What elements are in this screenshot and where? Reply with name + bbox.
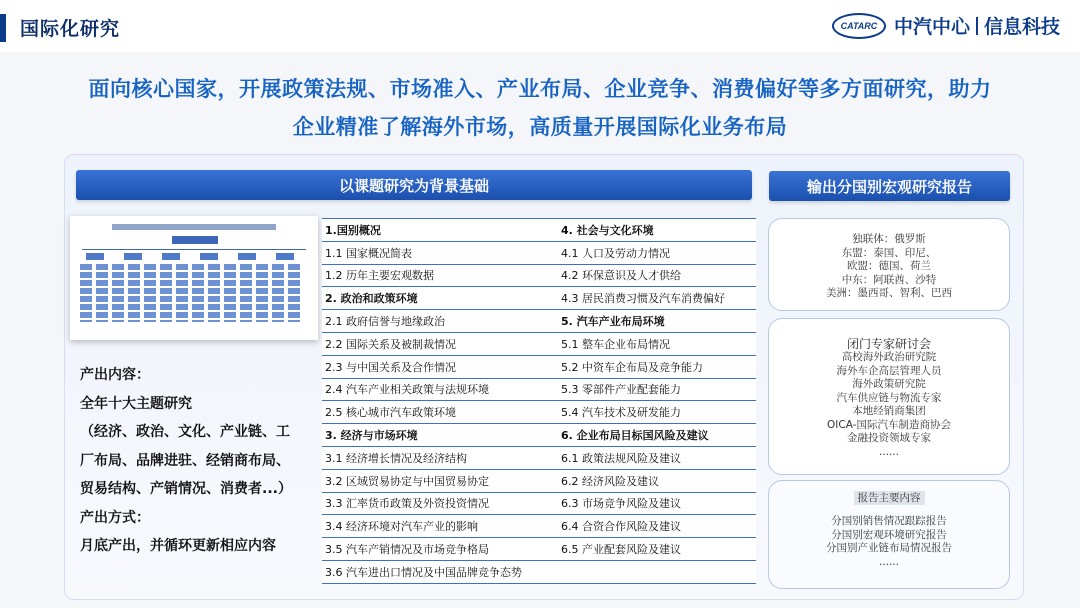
thumbnail-column — [80, 264, 92, 322]
outline-item: 5.1 整车企业布局情况 — [558, 332, 756, 355]
outline-item: 6.2 经济风险及建议 — [558, 469, 756, 492]
expert-item: 本地经销商集团 — [852, 405, 926, 417]
thumbnail-column — [112, 264, 124, 322]
outline-row — [322, 515, 756, 538]
outline-section-heading: 3. 经济与市场环境 — [322, 424, 558, 447]
report-item: 分国别产业链布局情况报告 — [826, 542, 952, 554]
thumbnail-column — [192, 264, 204, 322]
thumbnail-node — [86, 253, 104, 260]
output-content-detail: （经济、政治、文化、产业链、工 — [80, 424, 290, 440]
page-title: 国际化研究 — [20, 18, 121, 40]
outline-item: 3.6 汽车进出口情况及中国品牌竞争态势 — [322, 560, 558, 583]
outline-item: 6.4 合资合作风险及建议 — [558, 515, 756, 538]
expert-item: 海外车企高层管理人员 — [836, 364, 942, 377]
expert-item: 海外政策研究院 — [852, 378, 926, 390]
outline-item: 6.1 政策法规风险及建议 — [558, 446, 756, 469]
company-logo — [832, 12, 1060, 39]
outline-item: 5.3 零部件产业配套能力 — [558, 378, 756, 401]
headline — [0, 70, 1080, 146]
thumbnail-column — [272, 264, 284, 322]
outline-item: 4.3 居民消费习惯及汽车消费偏好 — [558, 287, 756, 310]
thumbnail-node — [162, 253, 180, 260]
report-item: ...... — [878, 555, 900, 568]
outline-item: 2.2 国际关系及被制裁情况 — [322, 332, 558, 355]
outline-item: 1.2 历年主要宏观数据 — [322, 264, 558, 287]
outline-item: 4.2 环保意识及人才供给 — [558, 264, 756, 287]
research-basis-banner: 以课题研究为背景基础 — [76, 170, 752, 200]
country-group: 美洲：墨西哥、智利、巴西 — [826, 287, 952, 299]
expert-item: ...... — [878, 445, 900, 458]
thumbnail-column — [160, 264, 172, 322]
outline-item: 2.1 政府信誉与地缘政治 — [322, 310, 558, 333]
outline-section-heading: 4. 社会与文化环境 — [558, 219, 756, 242]
outline-item: 1.1 国家概况简表 — [322, 241, 558, 264]
outline-section-heading: 6. 企业布局目标国风险及建议 — [558, 424, 756, 447]
outline-row — [322, 332, 756, 355]
outline-row — [322, 378, 756, 401]
thumbnail-title-bar — [112, 224, 276, 230]
thumbnail-node — [238, 253, 256, 260]
outline-item: 5.4 汽车技术及研发能力 — [558, 401, 756, 424]
thumbnail-column — [208, 264, 220, 322]
outline-section-heading: 1.国别概况 — [322, 219, 558, 242]
outline-item: 2.5 核心城市汽车政策环境 — [322, 401, 558, 424]
expert-seminar-box — [768, 318, 1010, 475]
thumbnail-node — [276, 253, 294, 260]
output-content-detail: 厂布局、品牌进驻、经销商布局、 — [80, 452, 290, 469]
outline-item: 3.1 经济增长情况及经济结构 — [322, 446, 558, 469]
output-description — [80, 361, 320, 561]
outline-item: 6.5 产业配套风险及建议 — [558, 538, 756, 561]
outline-section-heading: 2. 政治和政策环境 — [322, 287, 558, 310]
outline-item: 5.2 中资车企布局及竞争能力 — [558, 355, 756, 378]
outline-row — [322, 219, 756, 242]
thumbnail-node — [124, 253, 142, 260]
expert-item: 金融投资领域专家 — [847, 432, 931, 444]
expert-item: 高校海外政治研究院 — [841, 351, 937, 363]
thumbnail-root-node — [172, 236, 218, 244]
country-group: 东盟：泰国、印尼、 — [841, 246, 937, 259]
outline-row — [322, 287, 756, 310]
thumbnail-column — [288, 264, 300, 322]
outline-item: 3.5 汽车产销情况及市场竞争格局 — [322, 538, 558, 561]
report-content-tag: 报告主要内容 — [854, 491, 925, 505]
report-content-box — [768, 480, 1010, 589]
target-countries-box — [768, 218, 1010, 311]
outline-item: 3.2 区域贸易协定与中国贸易协定 — [322, 469, 558, 492]
outline-row — [322, 424, 756, 447]
thumbnail-column — [256, 264, 268, 322]
outline-row — [322, 538, 756, 561]
outline-section-heading: 5. 汽车产业布局环境 — [558, 310, 756, 333]
research-outline-table — [322, 218, 756, 584]
thumbnail-column — [96, 264, 108, 322]
logo-text-right: 信息科技 — [983, 16, 1060, 38]
title-accent-bar — [0, 14, 6, 42]
expert-seminar-title: 闭门专家研讨会 — [846, 337, 931, 351]
country-group: 欧盟：德国、荷兰 — [847, 260, 931, 272]
outline-row — [322, 469, 756, 492]
logo-divider — [976, 17, 978, 35]
output-method-label: 产出方式： — [80, 509, 150, 526]
report-item: 分国别宏观环境研究报告 — [831, 528, 947, 541]
report-item: 分国别销售情况跟踪报告 — [831, 515, 947, 527]
outline-row — [322, 446, 756, 469]
outline-item: 3.4 经济环境对汽车产业的影响 — [322, 515, 558, 538]
outline-row — [322, 241, 756, 264]
outline-item: 2.4 汽车产业相关政策与法规环境 — [322, 378, 558, 401]
thumbnail-connector — [82, 249, 306, 250]
logo-text-left: 中汽中心 — [893, 16, 970, 38]
expert-item: 汽车供应链与物流专家 — [836, 391, 942, 404]
country-group: 独联体：俄罗斯 — [852, 233, 926, 245]
expert-item: OICA-国际汽车制造商协会 — [827, 418, 951, 431]
outline-row — [322, 401, 756, 424]
outline-item: 4.1 人口及劳动力情况 — [558, 241, 756, 264]
catarc-logo-icon: CATARC — [832, 13, 886, 39]
outline-item — [558, 560, 756, 583]
outline-row — [322, 492, 756, 515]
headline-line-2: 企业精准了解海外市场，高质量开展国际化业务布局 — [292, 115, 788, 139]
report-output-banner: 输出分国别宏观研究报告 — [769, 171, 1010, 201]
outline-row — [322, 355, 756, 378]
org-chart-thumbnail — [70, 216, 318, 340]
page-header — [0, 0, 1080, 52]
output-content-label: 产出内容： — [80, 367, 150, 383]
outline-item: 6.3 市场竞争风险及建议 — [558, 492, 756, 515]
thumbnail-column — [240, 264, 252, 322]
output-content-title: 全年十大主题研究 — [80, 395, 192, 412]
country-group: 中东：阿联酋、沙特 — [841, 273, 937, 286]
thumbnail-column — [224, 264, 236, 322]
thumbnail-column — [128, 264, 140, 322]
output-method-detail: 月底产出，并循环更新相应内容 — [80, 538, 276, 554]
thumbnail-node — [200, 253, 218, 260]
outline-item: 2.3 与中国关系及合作情况 — [322, 355, 558, 378]
thumbnail-column — [144, 264, 156, 322]
outline-row — [322, 264, 756, 287]
headline-line-1: 面向核心国家，开展政策法规、市场准入、产业布局、企业竞争、消费偏好等多方面研究，助力 — [88, 77, 992, 101]
thumbnail-column — [176, 264, 188, 322]
outline-row — [322, 560, 756, 583]
output-content-detail: 贸易结构、产销情况、消费者...） — [80, 481, 292, 497]
outline-row — [322, 310, 756, 333]
outline-item: 3.3 汇率货币政策及外资投资情况 — [322, 492, 558, 515]
